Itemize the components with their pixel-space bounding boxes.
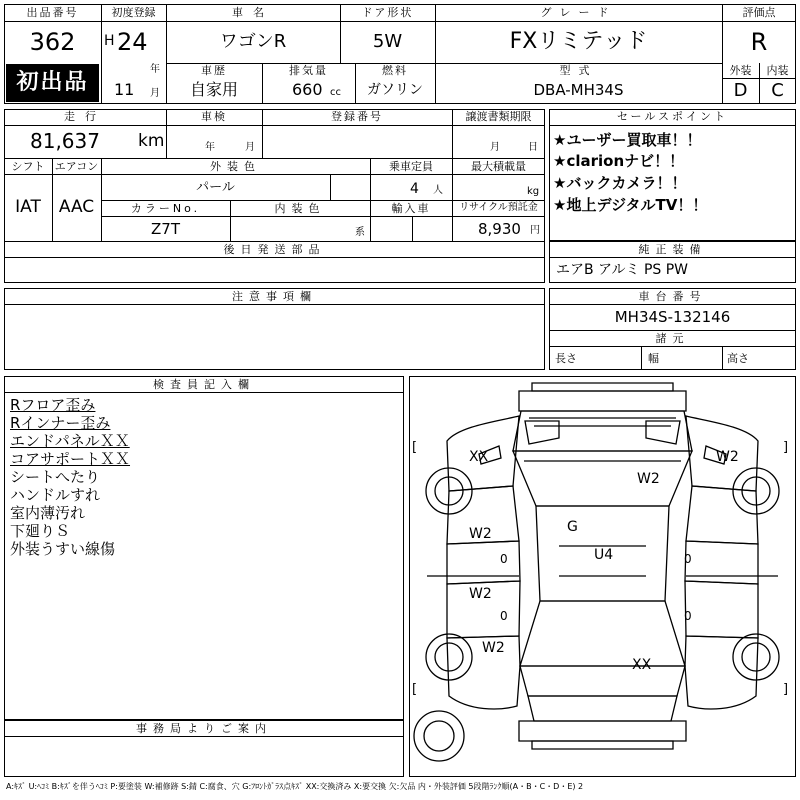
grade-label: グレード — [540, 6, 617, 19]
first-listing-text: 初出品 — [16, 70, 89, 95]
ac-label: エアコン — [54, 160, 99, 173]
damage-mark-left-rear-door: W2 — [469, 586, 492, 602]
transfer-month-unit: 月 — [490, 142, 500, 153]
inspector-line-4: コアサポートＸＸ — [10, 450, 131, 468]
month-unit: 月 — [150, 88, 160, 99]
inspector-line-9: 外装うすい線傷 — [10, 540, 116, 558]
zero-mark-4: 0 — [684, 609, 692, 623]
bracket-right-rear: ] — [783, 682, 789, 697]
lot-number-label: 出品番号 — [26, 6, 79, 19]
transfer-deadline-label: 譲渡書類期限 — [465, 110, 532, 123]
damage-mark-trunk: XX — [632, 657, 652, 673]
reg-number-label: 登録番号 — [331, 110, 383, 123]
history-label: 車歴 — [201, 64, 227, 77]
first-registration-label: 初度登録 — [111, 6, 156, 19]
door-type: 5W — [372, 31, 403, 52]
exterior-grade: D — [733, 80, 748, 101]
sales-point-2: ★clarionナビ！！ — [553, 152, 685, 170]
era: H — [104, 33, 115, 49]
fuel: ガソリン — [367, 82, 423, 98]
interior-grade: C — [771, 80, 784, 101]
legend-footer: A:ｷｽﾞ U:ﾍｺﾐ B:ｷｽﾞを伴うﾍｺﾐ P:要塗装 W:補修跡 S:錆 C:腐食、穴 G:ﾌﾛﾝﾄｶﾞﾗｽ点ｷｽﾞ XX:交換済み X:要交換 欠:欠品 内・外装評価 5段階ﾗﾝｸ順(A・B・C・D・E) 2 — [6, 782, 584, 791]
air-conditioner: AAC — [58, 197, 95, 217]
model-code: DBA-MH34S — [533, 81, 624, 99]
inspector-line-8: 下廻りＳ — [10, 522, 71, 540]
parts-label: 後日発送部品 — [223, 243, 326, 256]
mileage-unit: km — [138, 131, 165, 151]
interior-color-unit: 系 — [355, 227, 365, 238]
displacement: 660 — [292, 80, 323, 99]
capacity-label: 乗車定員 — [389, 160, 433, 173]
inspector-line-1: Rフロア歪み — [10, 396, 96, 414]
history: 自家用 — [189, 80, 238, 99]
capacity: 4 — [410, 181, 419, 197]
mileage-label: 走行 — [64, 110, 106, 123]
score: R — [750, 28, 768, 56]
damage-mark-left-door: W2 — [469, 526, 492, 542]
bracket-right: ] — [783, 440, 789, 455]
damage-mark-left-rear: W2 — [482, 640, 505, 656]
recycle-label: リサイクル預託金 — [459, 202, 538, 213]
car-name-label: 車名 — [232, 6, 274, 19]
inspection-year-unit: 年 — [205, 142, 215, 153]
inspector-line-6: ハンドルすれ — [10, 486, 101, 504]
max-load-unit: kg — [527, 186, 540, 197]
first-registration-month: 11 — [114, 80, 135, 99]
lot-number: 362 — [29, 28, 76, 56]
chassis-label: 車台番号 — [638, 290, 707, 303]
color-label: 外装色 — [210, 160, 261, 173]
spec-height-label: 高さ — [727, 352, 749, 365]
model-label: 型式 — [559, 64, 598, 77]
capacity-unit: 人 — [433, 185, 443, 196]
chassis-number: MH34S-132146 — [614, 308, 731, 326]
inspection-label: 車検 — [201, 110, 227, 123]
sales-point-label: セールスポイント — [616, 110, 728, 123]
zero-mark-2: 0 — [684, 552, 692, 566]
shift-label: シフト — [11, 160, 45, 173]
displacement-label: 排気量 — [289, 64, 328, 77]
notes-label: 注意事項欄 — [232, 290, 317, 303]
zero-mark-3: 0 — [500, 609, 508, 623]
specs-label: 諸元 — [655, 332, 690, 345]
car-diagram — [409, 376, 796, 777]
inspector-line-7: 室内薄汚れ — [10, 504, 86, 522]
body-color: パール — [196, 180, 235, 195]
bracket-left: [ — [412, 440, 418, 455]
mileage: 81,637 — [30, 129, 100, 153]
zero-mark-1: 0 — [500, 552, 508, 566]
max-load-label: 最大積載量 — [471, 160, 526, 173]
color-number: Z7T — [151, 220, 180, 238]
inspection-month-unit: 月 — [245, 142, 255, 153]
interior-label: 内装 — [766, 64, 789, 77]
inspector-line-3: エンドパネルＸＸ — [10, 432, 130, 450]
score-label: 評価点 — [742, 6, 776, 19]
recycle-unit: 円 — [530, 225, 540, 236]
sales-point-3: ★バックカメラ！！ — [553, 174, 687, 192]
interior-color-label: 内装色 — [274, 202, 326, 215]
recycle-fee: 8,930 — [478, 220, 521, 238]
year-unit: 年 — [150, 64, 160, 75]
spec-length-label: 長さ — [555, 352, 577, 365]
door-label: ドア形状 — [361, 6, 414, 19]
equipment-label: 純正装備 — [638, 243, 707, 256]
sales-point-1: ★ユーザー買取車！！ — [553, 131, 702, 149]
import-label: 輸入車 — [391, 202, 431, 215]
inspector-label: 検査員記入欄 — [153, 378, 255, 391]
fuel-label: 燃料 — [382, 64, 408, 77]
first-registration-year: 24 — [117, 28, 148, 56]
spec-width-label: 幅 — [648, 352, 659, 365]
office-label: 事務局よりご案内 — [136, 722, 272, 735]
displacement-unit: cc — [330, 87, 341, 98]
inspector-line-2: Rインナー歪み — [10, 414, 111, 432]
sales-point-4: ★地上デジタルTV！！ — [553, 196, 708, 214]
damage-mark-roof: U4 — [594, 547, 614, 563]
damage-mark-front-left: XX — [469, 449, 489, 465]
equipment: エアB アルミ PS PW — [556, 262, 689, 278]
damage-mark-windshield: G — [567, 519, 578, 535]
bracket-left-rear: [ — [412, 682, 418, 697]
damage-mark-front-right: W2 — [716, 449, 739, 465]
transfer-day-unit: 日 — [528, 142, 538, 153]
color-number-label: カラーNo. — [130, 202, 201, 215]
grade: FXリミテッド — [509, 29, 648, 54]
shift: IAT — [15, 197, 41, 217]
damage-mark-hood: W2 — [637, 471, 660, 487]
car-name: ワゴンR — [219, 31, 287, 52]
exterior-label: 外装 — [729, 64, 752, 77]
inspector-line-5: シートへたり — [10, 468, 101, 486]
